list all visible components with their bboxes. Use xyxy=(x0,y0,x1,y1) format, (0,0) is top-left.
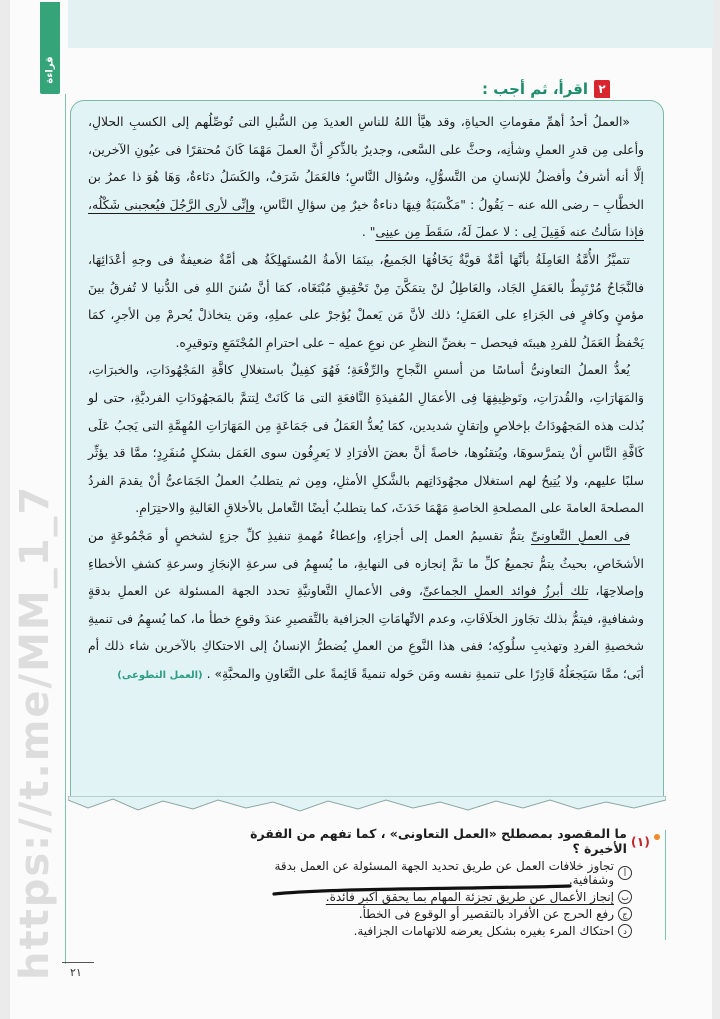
option-circle-icon: ج xyxy=(618,907,632,921)
option-text: رفع الحرج عن الأفراد بالتقصير أو الوقوع فى الخطأ. xyxy=(358,907,614,921)
question-number: (١) xyxy=(630,833,650,849)
underlined-quote: وإنِّى لأرى الرَّجُلَ فيُعجبنى شَكْلُه، فإذا سَألتُ عنه فَقِيلَ لِى : لا عملَ لَهُ، سَقَطَ مِن عينِى xyxy=(88,196,644,240)
option-c[interactable] xyxy=(240,907,632,921)
right-margin-rule xyxy=(665,830,666,940)
question-text: ما المقصود بمصطلح «العمل التعاونى» ، كما تفهم من الفقرة الأخيرة ؟ xyxy=(250,826,627,856)
paragraph-2: تتميَّزُ الأُمَّةُ العَامِلَةُ بأنَّهَا أمَّةٌ قويَّةٌ يَخَافُهَا الجَميعُ، بينَمَا الأمةُ المُستَهلِكَةُ هى أمَّةٌ ضعيفةٌ فى وجهِ أعْدَائِهَا، فالنَّجَاحُ مُرْتَبِطٌ بالعَمَلِ الجَاد، والعَاطِلُ لنْ يتمَكَّنَ مِنْ تَحْقِيقِ مُبْتَغَاه، كمَا أنَّ سُننَ اللهِ فى الدُّنيا لا تُفرقُ بينَ مؤمنٍ وكافرٍ فى الجَزاءِ على العَمَلِ؛ ذلك لأنَّ مَن يَعملْ يُؤجرْ على عملِهِ، ومَن يتخاذلْ يُحرمْ مِن الأجرِ، كمَا يَحْفظُ العَمَلُ للفردِ هيبتَه فيحصل – بغضِّ النظرِ عن نوعِ عملِه – على احترامِ المُجْتَمَعِ وتوقيرِه. xyxy=(88,251,644,350)
handwritten-underline-mark xyxy=(272,884,572,898)
torn-edge-decoration xyxy=(68,796,666,816)
option-a[interactable] xyxy=(240,859,632,887)
page-number-rule xyxy=(62,962,94,963)
question-block xyxy=(240,826,650,938)
left-margin-rule xyxy=(65,94,66,964)
passage-source: (العمل التطوعى) xyxy=(117,669,203,681)
paragraph-3: يُعدُّ العملُ التعاونىُّ أساسًا من أسسِ النَّجاحِ والرِّفْعَةِ؛ فَهُوَ كفِيلٌ باستغلالِ كافَّةِ المَجْهُودَاتِ، والخبرَاتِ، وَالمَهَارَاتِ، والقُدرَاتِ، وتَوظِيفِهَا فِى الأعمَالِ المُفيدَةِ النَّافعَةِ التى مَا كَانَتْ لِتتمَّ بالمَجهُودَاتِ الفرديَّةِ، حتى لو بُذلت هذه المَجهُودَاتُ بإخلاصٍ وإتقانٍ شديدين، كمَا يُعدُّ العَمَلُ فى جَمَاعَةٍ مِن المَهَارَاتِ المُهِمَّةِ التى يَجبُ عَلَى كَافَّةِ النَّاسِ أنْ يتمرَّسوهَا، ويُتقنُوها، خاصةً أنَّ بعضَ الأفرَادِ لا يَعرِفُون سوى العَمَل بشكلٍ مُنفَرِدٍ؛ ممَّا قد يؤثِّر سلبًا عليهم، ولا يُتِيحُ لهم استغلال مجهُودَاتِهم بالشَّكلِ الأمثلِ، ومِن ثم يتطلبُ العملُ الجَمَاعىُّ أنْ يقدمَ الفردُ المصلحةَ العامةَ على المصلحةِ الخاصةِ مَهْمَا حَدَثَ، كما يتطلبُ أيضًا التَّعامل بالأخلاقِ العَاليةِ والاحتِرَامِ. xyxy=(88,362,644,516)
question-1 xyxy=(240,826,650,856)
section-title: اقرأ، ثم أجب : xyxy=(481,80,588,98)
option-circle-icon: ب xyxy=(618,890,632,904)
underlined-phrase: تلك أبرزُ فوائد العملِ الجماعىِّ xyxy=(422,583,589,599)
option-circle-icon: د xyxy=(618,924,632,938)
watermark: https://t.me/MM_1_7 xyxy=(12,484,58,980)
section-heading xyxy=(482,80,610,98)
side-tab xyxy=(40,2,60,94)
option-circle-icon: أ xyxy=(618,866,632,880)
underlined-term: فى العملِ التَّعاونىِّ xyxy=(530,527,631,543)
page-number: ٢١ xyxy=(70,966,82,979)
paragraph-4: فى العملِ التَّعاونىِّ يتمُّ تقسيمُ العمل إلى أجزاءٍ، وإعطاءُ مُهمةِ تنفيذِ كلِّ جزءٍ لشخصٍ أو مَجْمُوعَةٍ من الأشخَاصِ، بحيثُ يتمُّ تجميعُ كلِّ ما تمَّ إنجازه فى النهايةِ، ما يُسهِمُ فى سرعةِ الإنجَازِ وسرعةِ كشفِ الأخطاءِ وإصلاحِهَا، تلك أبرزُ فوائد العملِ الجماعىِّ، وفى الأعمالِ التَّعاونيَّةِ تحدد الجهة المسئولة عن العملِ بدقةٍ وشفافيةٍ، فيتمُّ بذلك تجَاوز الخلَافَاتِ، وعدم الاتِّهامَاتِ الجزافية بالتَّقصيرِ عندَ وقوعِ خطأ ما، كما يُسهِمُ فى تنميةِ شخصيةِ الفردِ وتهذيبِ سلُوكِه؛ ففى هذا النَّوعِ من العملِ يُضطرُّ الإنسانُ إلى الاحتكاكِ بالآخرين شاء ذلك أم أبَى؛ ممَّا سَيَجعَلُهُ قَادِرًا على تنميةِ نفسه ومَن حَوله تنميةً قَائِمةً على التَّعَاونِ والمحبَّةِ» . (العمل التطوعى) xyxy=(88,527,645,681)
bullet-dot-icon xyxy=(654,834,660,840)
paragraph-1: «العملُ أحدُ أهمِّ مقوماتِ الحياةِ، وقد هيَّأ اللهُ للناسِ العديدَ مِن السُّبلِ التى تُوصِّلُهم إلى الكسبِ الحلالِ، وأعلى مِن قدرِ العملِ وشأنِه، وحثَّ على السَّعى، وجديرٌ بالذِّكرِ أنَّ العملَ مَهْمَا كَانَ مُحتقرًا فى عيُونِ الآخرين، إلَّا أنه أشرفُ وأفضلُ للإنسانِ من التَّسوُّلِ، وسُؤال النَّاسِ؛ فالعَمَلُ شَرَفٌ، والكَسَلُ دنَاءةٌ، وَهَا هُوَ ذا عمرُ بن الخطَّابِ – رضى الله عنه – يَقُولُ : "مَكْسَبَةٌ فِيهَا دناءةٌ خيرٌ مِن سؤالِ النَّاسِ، وإنِّى لأرى الرَّجُلَ فيُعجبنى شَكْلُه، فإذا سَألتُ عنه فَقِيلَ لِى : لا عملَ لَهُ، سَقَطَ مِن عينِى" . xyxy=(88,114,644,240)
option-text: تجاوز خلافات العمل عن طريق تحديد الجهة المسئولة عن العمل بدقة وشفافية. xyxy=(274,859,614,887)
section-number-badge: ٢ xyxy=(594,80,610,98)
book-page xyxy=(10,0,712,1019)
reading-passage xyxy=(88,108,644,689)
option-d[interactable] xyxy=(240,924,632,938)
option-text: إنجاز الأعمال عن طريق تجزئة المهام بما يحقق أكبر فائدة. xyxy=(325,890,614,904)
option-text: احتكاك المرء بغيره بشكل يعرضه للاتهامات الجزافية. xyxy=(353,924,614,938)
side-tab-label: قراءة xyxy=(44,56,56,84)
top-color-band xyxy=(68,0,714,48)
